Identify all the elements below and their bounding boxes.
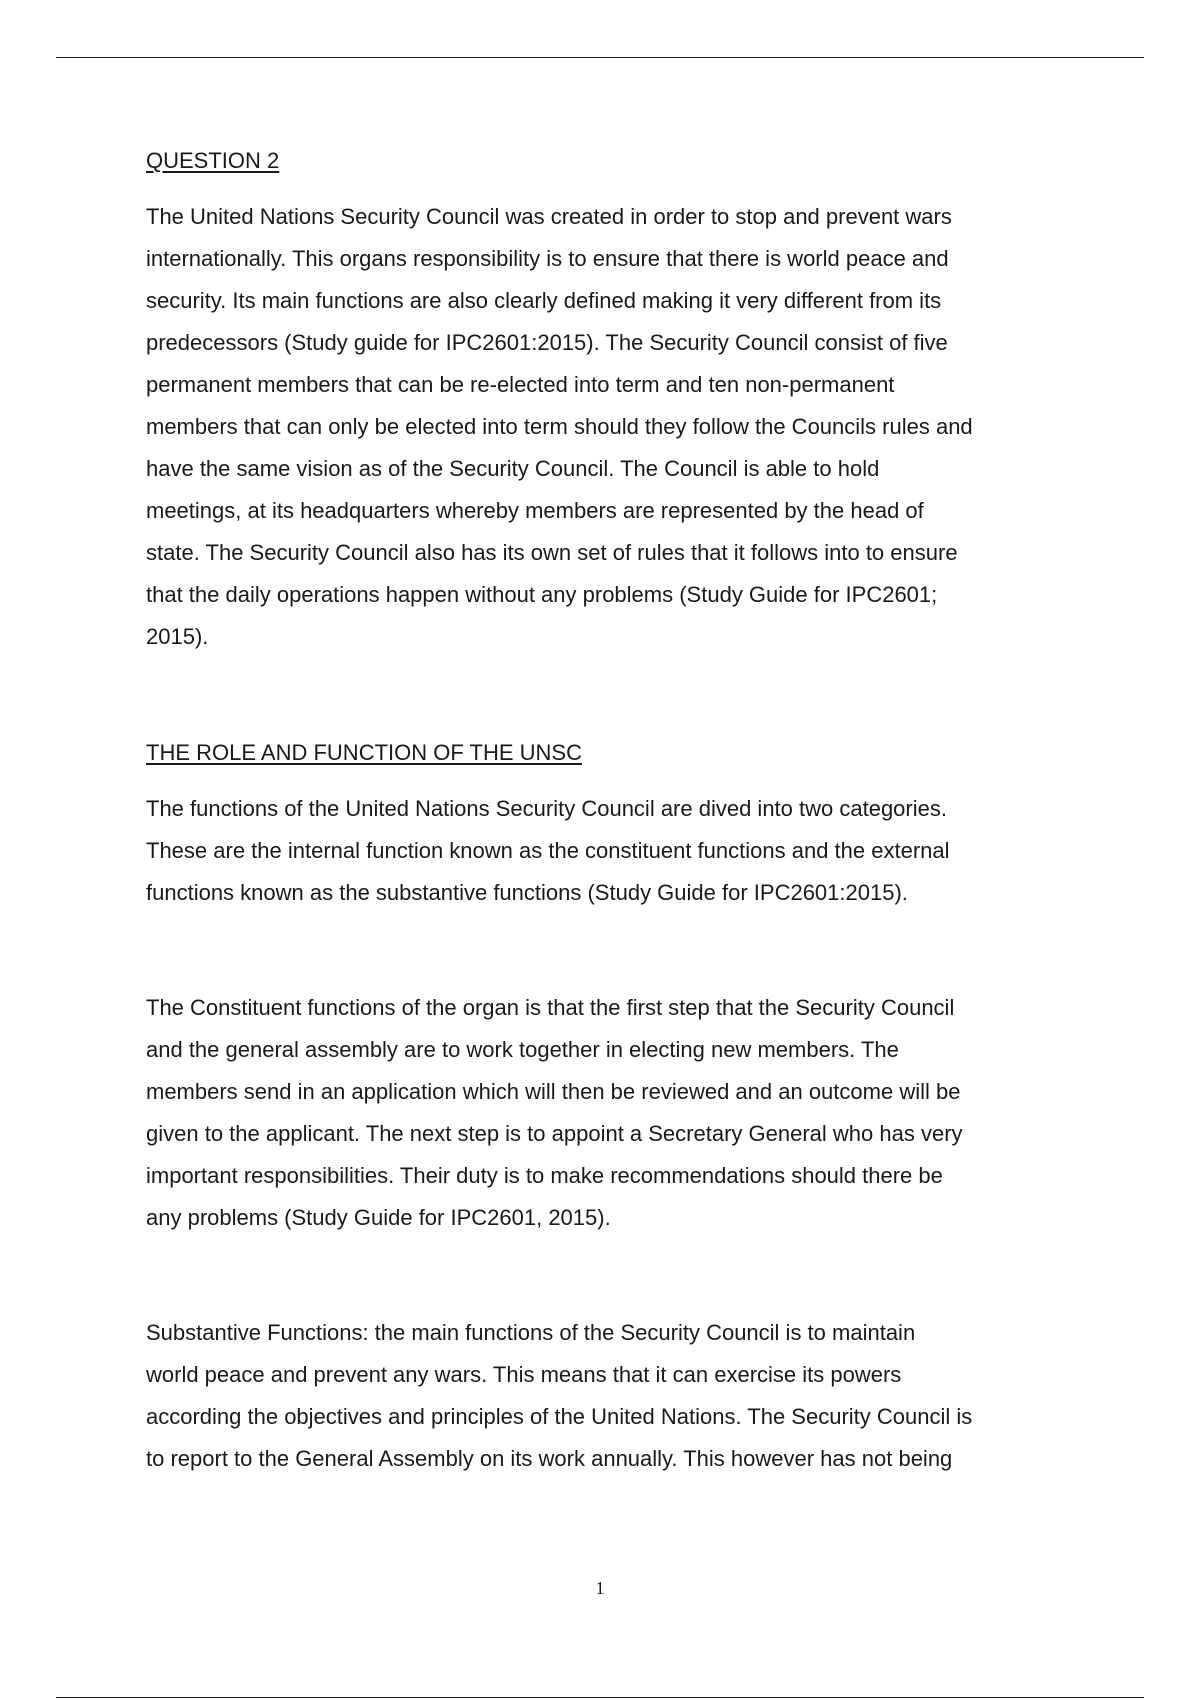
text-line: The Constituent functions of the organ is that the first step that the Security Council [146, 995, 955, 1020]
text-line: The functions of the United Nations Security Council are dived into two categories. [146, 796, 947, 821]
paragraph-unsc-intro [146, 196, 1076, 658]
text-line: members send in an application which will then be reviewed and an outcome will be [146, 1079, 961, 1104]
text-line: have the same vision as of the Security Council. The Council is able to hold [146, 456, 880, 481]
text-line: members that can only be elected into term should they follow the Councils rules and [146, 414, 973, 439]
paragraph-substantive-functions [146, 1312, 1076, 1480]
page-number: 1 [595, 1578, 605, 1598]
document-body [146, 140, 1076, 1480]
text-line: according the objectives and principles of the United Nations. The Security Council is [146, 1404, 973, 1429]
page-bottom-rule [56, 1697, 1144, 1698]
text-line: The United Nations Security Council was created in order to stop and prevent wars [146, 204, 952, 229]
text-line: state. The Security Council also has its own set of rules that it follows into to ensure [146, 540, 958, 565]
text-line: world peace and prevent any wars. This means that it can exercise its powers [146, 1362, 902, 1387]
text-line: to report to the General Assembly on its work annually. This however has not being [146, 1446, 953, 1471]
text-line: These are the internal function known as the constituent functions and the external [146, 838, 950, 863]
text-line: that the daily operations happen without any problems (Study Guide for IPC2601; [146, 582, 938, 607]
text-line: permanent members that can be re-elected into term and ten non-permanent [146, 372, 895, 397]
text-line: security. Its main functions are also clearly defined making it very different from its [146, 288, 942, 313]
text-line: given to the applicant. The next step is to appoint a Secretary General who has very [146, 1121, 963, 1146]
text-line: functions known as the substantive functions (Study Guide for IPC2601:2015). [146, 880, 908, 905]
section-heading-role-and-function: THE ROLE AND FUNCTION OF THE UNSC [146, 740, 582, 765]
text-line: meetings, at its headquarters whereby members are represented by the head of [146, 498, 924, 523]
text-line: and the general assembly are to work together in electing new members. The [146, 1037, 899, 1062]
text-line: Substantive Functions: the main functions of the Security Council is to maintain [146, 1320, 916, 1345]
text-line: predecessors (Study guide for IPC2601:2015). The Security Council consist of five [146, 330, 948, 355]
section-heading-question-2: QUESTION 2 [146, 148, 280, 173]
paragraph-constituent-functions [146, 987, 1076, 1239]
page-top-rule [56, 57, 1144, 58]
paragraph-functions-overview [146, 788, 1076, 914]
text-line: internationally. This organs responsibility is to ensure that there is world peace and [146, 246, 949, 271]
text-line: important responsibilities. Their duty is to make recommendations should there be [146, 1163, 943, 1188]
text-line: any problems (Study Guide for IPC2601, 2015). [146, 1205, 611, 1230]
text-line: 2015). [146, 624, 209, 649]
